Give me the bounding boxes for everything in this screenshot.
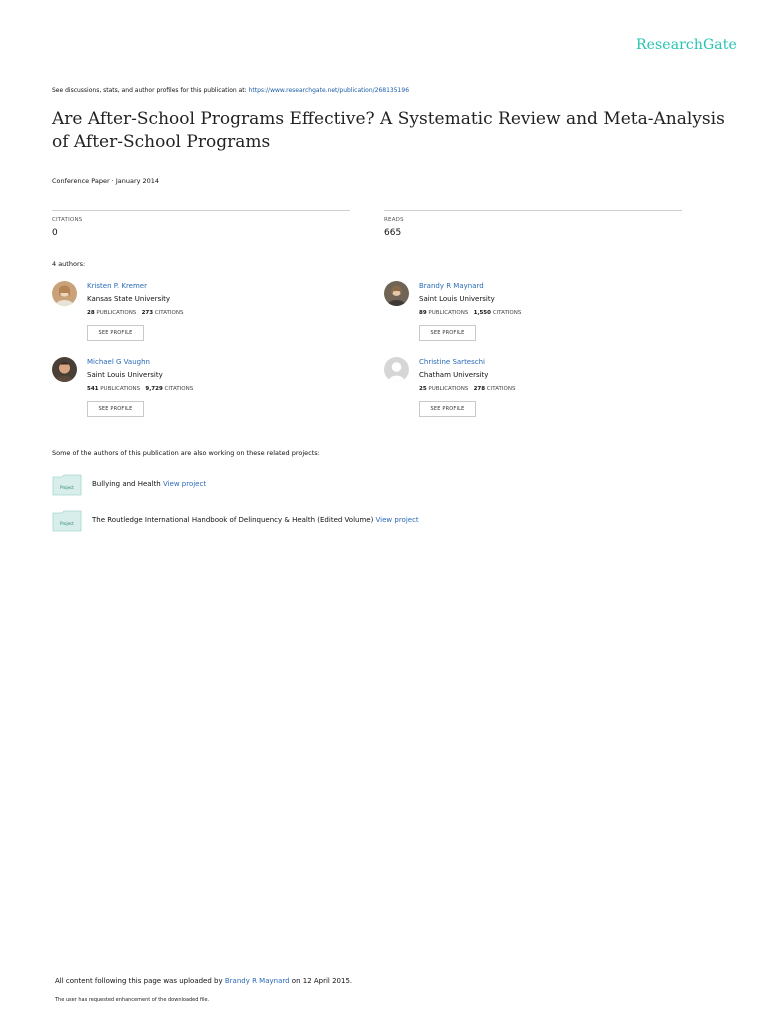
publications-label: PUBLICATIONS [428,310,469,316]
publications-count: 28 [87,310,95,316]
view-project-link[interactable]: View project [375,516,419,524]
project-folder-icon [52,474,82,496]
citations-value: 0 [52,228,58,238]
avatar[interactable] [52,357,77,382]
reads-value: 665 [384,228,402,238]
reads-label: READS [384,217,404,223]
author-card [52,357,352,427]
citations-count: 1,550 [473,310,491,316]
upload-prefix: All content following this page was uploaded by [55,977,223,985]
uploader-link[interactable]: Brandy R Maynard [224,977,290,985]
avatar-placeholder[interactable] [384,357,409,382]
author-name-link[interactable]: Christine Sarteschi [419,358,485,366]
author-name-link[interactable]: Kristen P. Kremer [87,282,147,290]
publication-title: Are After-School Programs Effective? A Systematic Review and Meta-Analysis of After-School Programs [52,109,725,152]
project-name: Bullying and Health [92,480,161,488]
see-profile-button[interactable]: SEE PROFILE [87,325,144,341]
see-profile-button[interactable]: SEE PROFILE [87,401,144,417]
researchgate-logo[interactable]: ResearchGate [636,37,737,53]
project-text [92,480,206,488]
publications-count: 89 [419,310,427,316]
author-name-link[interactable]: Brandy R Maynard [419,282,484,290]
author-name-link[interactable]: Michael G Vaughn [87,358,150,366]
upload-notice [55,977,352,985]
see-profile-button[interactable]: SEE PROFILE [419,325,476,341]
discussions-prefix: See discussions, stats, and author profiles for this publication at: [52,87,247,94]
author-stats [87,386,193,392]
publication-url-link[interactable]: https://www.researchgate.net/publication/268135196 [248,87,410,94]
author-card [384,281,684,351]
author-institution: Saint Louis University [419,295,495,303]
author-institution: Chatham University [419,371,489,379]
citations-label: CITATIONS [52,217,83,223]
project-folder-icon [52,510,82,532]
citations-count: 9,729 [145,386,163,392]
publications-count: 541 [87,386,99,392]
author-card [52,281,352,351]
author-institution: Saint Louis University [87,371,163,379]
citations-divider [52,210,350,211]
author-stats [87,310,183,316]
reads-divider [384,210,682,211]
citations-label: CITATIONS [164,386,194,392]
related-projects-heading: Some of the authors of this publication are also working on these related projects: [52,449,320,457]
project-icon-label: Project [60,485,74,490]
author-stats [419,310,521,316]
project-name: The Routledge International Handbook of Delinquency & Health (Edited Volume) [92,516,374,524]
citations-label: CITATIONS [492,310,522,316]
citations-label: CITATIONS [154,310,184,316]
view-project-link[interactable]: View project [162,480,207,488]
publications-label: PUBLICATIONS [428,386,469,392]
project-text [92,516,419,524]
project-icon-label: Project [60,521,74,526]
citations-label: CITATIONS [486,386,516,392]
author-stats [419,386,515,392]
avatar[interactable] [52,281,77,306]
project-item [52,474,732,498]
enhancement-note: The user has requested enhancement of the downloaded file. [55,997,210,1003]
citations-count: 278 [473,386,486,392]
citations-count: 273 [141,310,154,316]
project-item [52,510,732,534]
publication-type-date: Conference Paper · January 2014 [52,177,160,185]
author-card [384,357,684,427]
see-profile-button[interactable]: SEE PROFILE [419,401,476,417]
authors-heading: 4 authors: [52,260,86,268]
publications-label: PUBLICATIONS [96,310,137,316]
discussions-line [52,87,409,94]
publications-label: PUBLICATIONS [100,386,141,392]
avatar[interactable] [384,281,409,306]
upload-suffix: on 12 April 2015. [291,977,353,985]
author-institution: Kansas State University [87,295,171,303]
publications-count: 25 [419,386,427,392]
